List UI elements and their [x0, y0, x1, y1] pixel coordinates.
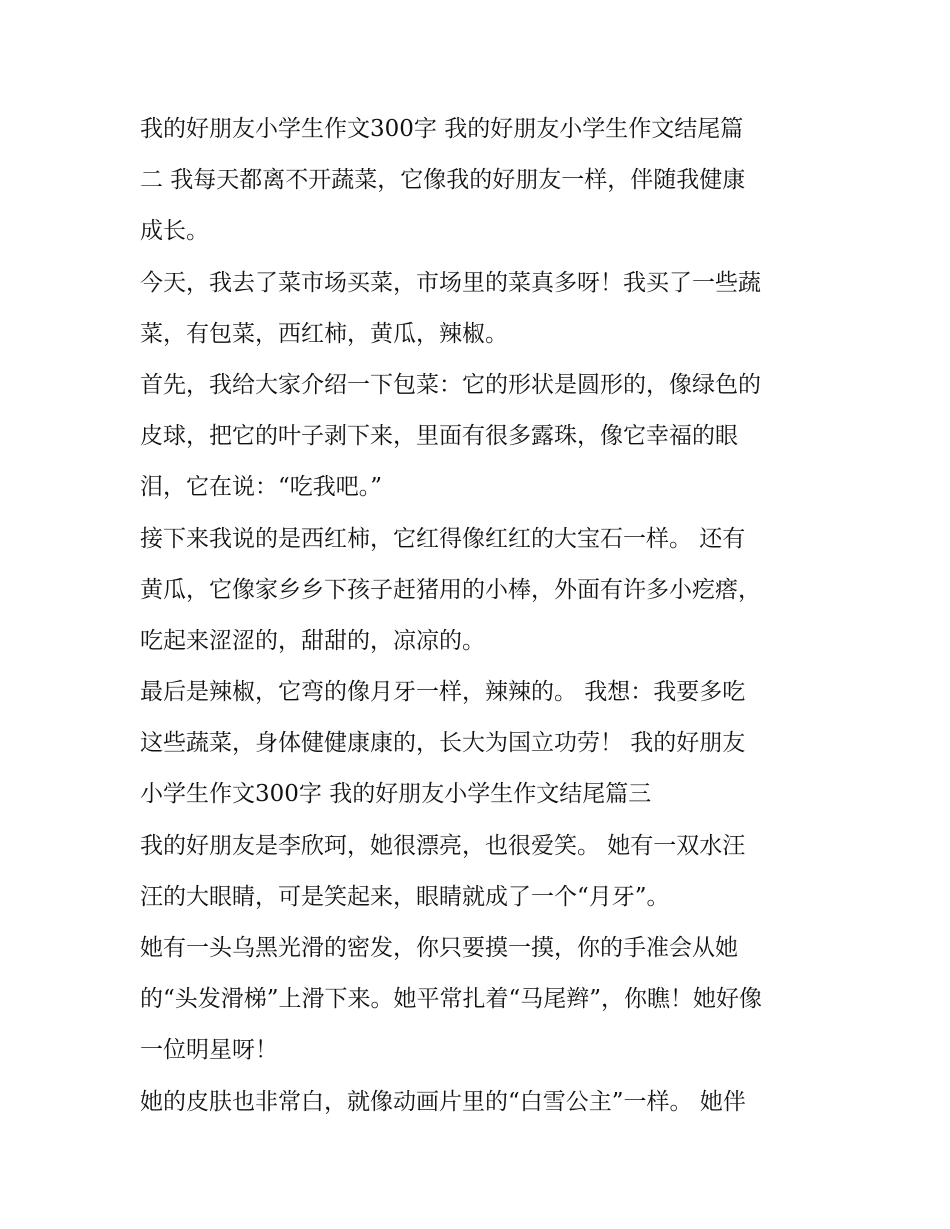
- text-line: 泪，它在说：“吃我吧。”: [140, 474, 383, 501]
- text-line: 黄瓜，它像家乡乡下孩子赶猪用的小棒，外面有许多小疙瘩，: [140, 576, 761, 603]
- text-line: 的“头发滑梯”上滑下来。她平常扎着“马尾辫”，你瞧！她好像: [140, 986, 763, 1013]
- text-line: 一位明星呀！: [140, 1037, 278, 1064]
- text-line: 接下来我说的是西红柿，它红得像红红的大宝石一样。 还有: [140, 525, 746, 552]
- text-line: 皮球，把它的叶子剥下来，里面有很多露珠，像它幸福的眼: [140, 423, 738, 450]
- text-line: 汪的大眼睛，可是笑起来，眼睛就成了一个“月牙”。: [140, 883, 670, 910]
- text-line: 她的皮肤也非常白，就像动画片里的“白雪公主”一样。 她伴: [140, 1088, 746, 1115]
- text-line: 我的好朋友是李欣珂，她很漂亮，也很爱笑。 她有一双水汪: [140, 832, 746, 859]
- text-line: 最后是辣椒，它弯的像月牙一样，辣辣的。 我想：我要多吃: [140, 679, 746, 706]
- text-line: 小学生作文300字 我的好朋友小学生作文结尾篇三: [140, 781, 652, 808]
- text-line: 我的好朋友小学生作文300字 我的好朋友小学生作文结尾篇: [140, 116, 744, 142]
- text-line: 这些蔬菜，身体健健康康的，长大为国立功劳！ 我的好朋友: [140, 730, 746, 757]
- text-line: 菜，有包菜，西红柿，黄瓜，辣椒。: [140, 320, 508, 347]
- text-line: 今天，我去了菜市场买菜，市场里的菜真多呀！我买了一些蔬: [140, 269, 761, 296]
- text-line: 她有一头乌黑光滑的密发，你只要摸一摸，你的手准会从她: [140, 935, 738, 961]
- text-line: 首先，我给大家介绍一下包菜：它的形状是圆形的，像绿色的: [140, 371, 761, 398]
- document-body: [140, 104, 812, 1128]
- text-line: 二 我每天都离不开蔬菜，它像我的好朋友一样，伴随我健康: [140, 167, 746, 194]
- text-line: 成长。: [140, 218, 209, 245]
- text-line: 吃起来涩涩的，甜甜的，凉凉的。: [140, 627, 485, 654]
